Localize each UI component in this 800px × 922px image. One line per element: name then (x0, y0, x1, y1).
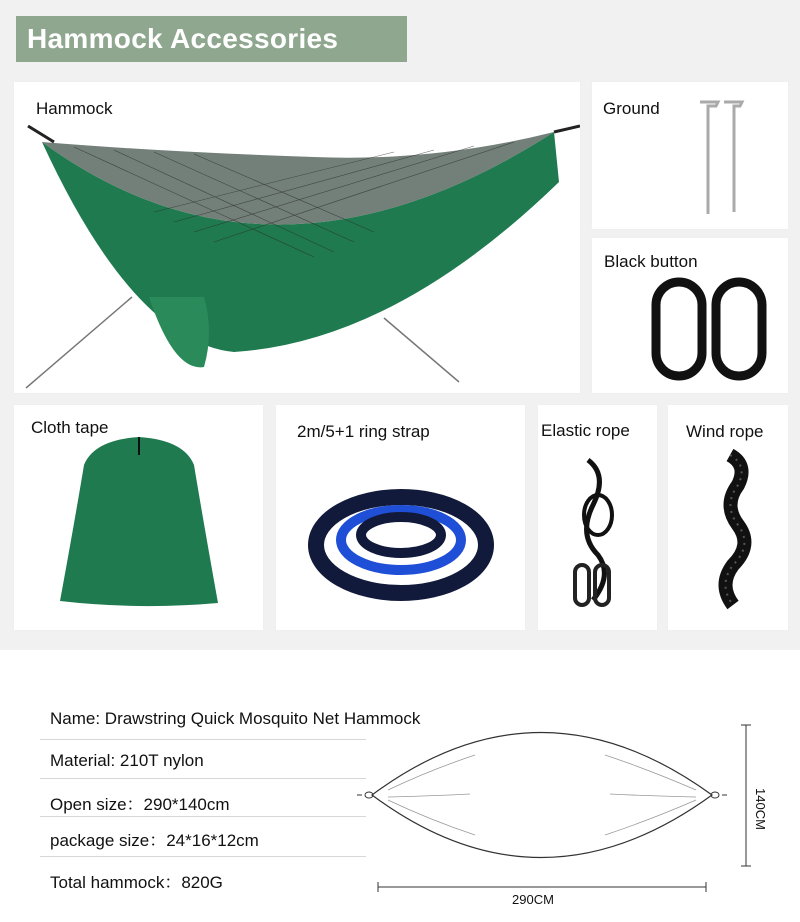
cloth-bag-image (14, 405, 263, 630)
ground-label: Ground (603, 99, 660, 118)
wind-rope-image (668, 405, 788, 630)
spec-material: Material: 210T nylon (50, 751, 204, 770)
page-title: Hammock Accessories (16, 16, 407, 62)
spec-name: Name: Drawstring Quick Mosquito Net Hammock (50, 709, 421, 728)
ground-card (592, 82, 788, 229)
black-button-card (592, 238, 788, 393)
carabiner-image (592, 238, 788, 393)
cloth-tape-card (14, 405, 263, 630)
ring-strap-label: 2m/5+1 ring strap (297, 422, 430, 441)
ground-stakes-image (592, 82, 788, 229)
spec-package-size: package size：24*16*12cm (50, 831, 259, 850)
hammock-image (14, 82, 580, 393)
ring-strap-card (276, 405, 525, 630)
width-dimension-label: 290CM (512, 892, 554, 907)
hammock-label: Hammock (36, 99, 113, 118)
spec-open-size: Open size：290*140cm (50, 795, 230, 814)
height-dimension-label: 140CM (753, 788, 768, 830)
spec-panel (0, 650, 800, 922)
spec-total-weight: Total hammock：820G (50, 873, 223, 892)
elastic-rope-image (538, 405, 657, 630)
cloth-tape-label: Cloth tape (31, 418, 109, 437)
ring-strap-image (276, 405, 525, 630)
hammock-dimension-diagram (0, 650, 800, 922)
black-button-label: Black button (604, 252, 698, 271)
elastic-rope-label: Elastic rope (541, 421, 630, 440)
wind-rope-label: Wind rope (686, 422, 764, 441)
wind-rope-card (668, 405, 788, 630)
hammock-card (14, 82, 580, 393)
elastic-rope-card (538, 405, 657, 630)
